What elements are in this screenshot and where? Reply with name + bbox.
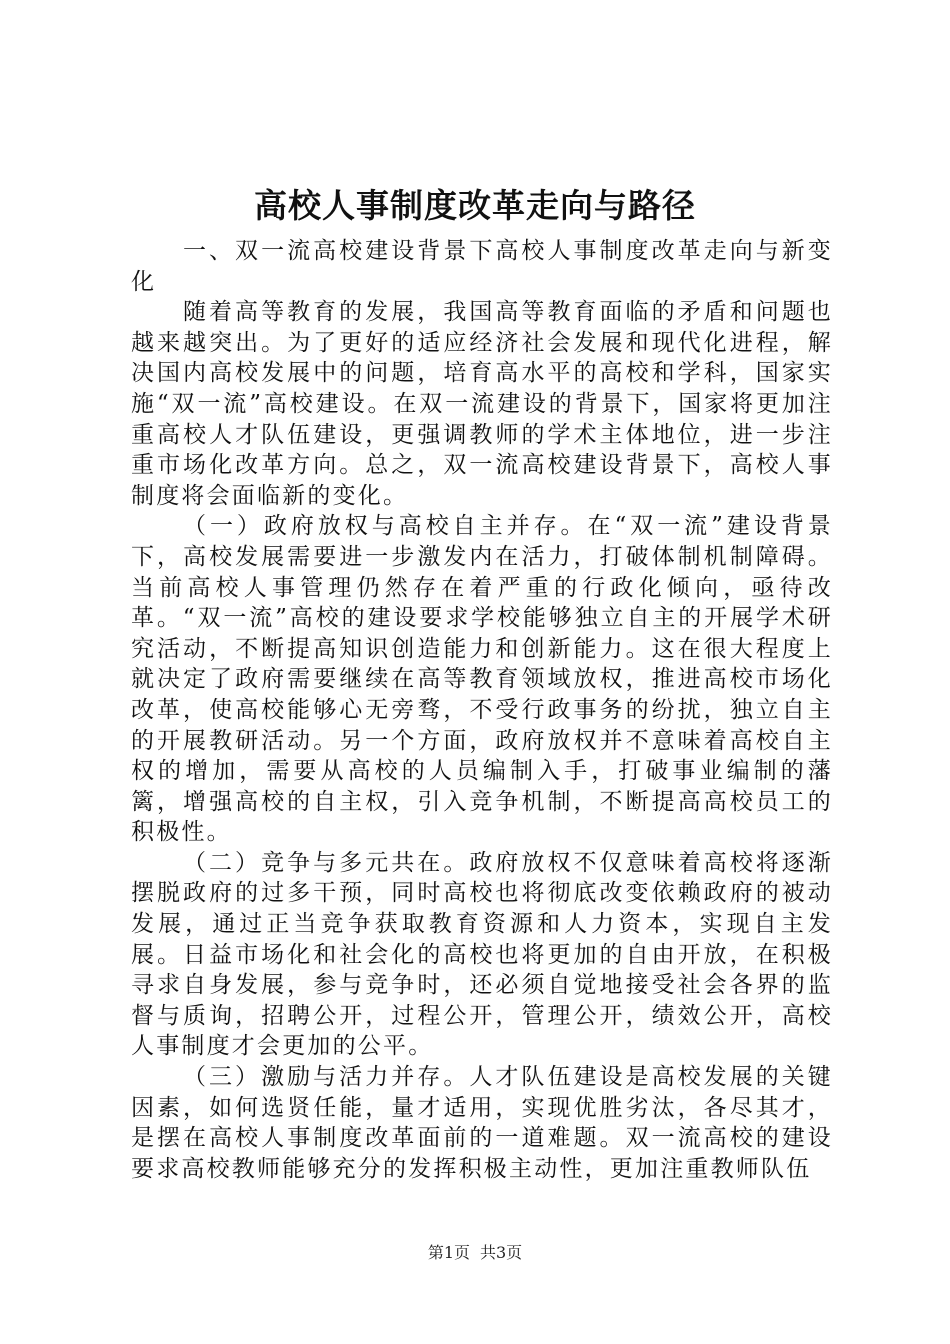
paragraph-section-heading: 一、双一流高校建设背景下高校人事制度改革走向与新变化	[131, 238, 833, 295]
paragraph-point-two: （二）竞争与多元共在。政府放权不仅意味着高校将逐渐摆脱政府的过多干预，同时高校也将彻底改变依赖政府的被动发展，通过正当竞争获取教育资源和人力资本，实现自主发展。日益市场化和社会化的高校也将更加的自由开放，在积极寻求自身发展，参与竞争时，还必须自觉地接受社会各界的监督与质询，招聘公开，过程公开，管理公开，绩效公开，高校人事制度才会更加的公平。	[131, 849, 833, 1060]
document-body	[131, 236, 833, 1184]
paragraph-intro: 随着高等教育的发展，我国高等教育面临的矛盾和问题也越来越突出。为了更好的适应经济社会发展和现代化进程，解决国内高校发展中的问题，培育高水平的高校和学科，国家实施“双一流”高校建设。在双一流建设的背景下，国家将更加注重高校人才队伍建设，更强调教师的学术主体地位，进一步注重市场化改革方向。总之，双一流高校建设背景下，高校人事制度将会面临新的变化。	[131, 299, 833, 509]
page-number: 第1页	[427, 1243, 470, 1262]
paragraph-point-one: （一）政府放权与高校自主并存。在“双一流”建设背景下，高校发展需要进一步激发内在活力，打破体制机制障碍。当前高校人事管理仍然存在着严重的行政化倾向，亟待改革。“双一流”高校的建设要求学校能够独立自主的开展学术研究活动，不断提高知识创造能力和创新能力。这在很大程度上就决定了政府需要继续在高等教育领域放权，推进高校市场化改革，使高校能够心无旁骛，不受行政事务的纷扰，独立自主的开展教研活动。另一个方面，政府放权并不意味着高校自主权的增加，需要从高校的人员编制入手，打破事业编制的藩篱，增强高校的自主权，引入竞争机制，不断提高高校员工的积极性。	[131, 513, 833, 846]
page-total: 共3页	[480, 1243, 523, 1262]
paragraph-point-three: （三）激励与活力并存。人才队伍建设是高校发展的关键因素，如何选贤任能，量才适用，实现优胜劣汰，各尽其才，是摆在高校人事制度改革面前的一道难题。双一流高校的建设要求高校教师能够充分的发挥积极主动性，更加注重教师队伍	[131, 1064, 833, 1182]
page-footer	[0, 1242, 950, 1264]
document-title: 高校人事制度改革走向与路径	[254, 186, 696, 225]
